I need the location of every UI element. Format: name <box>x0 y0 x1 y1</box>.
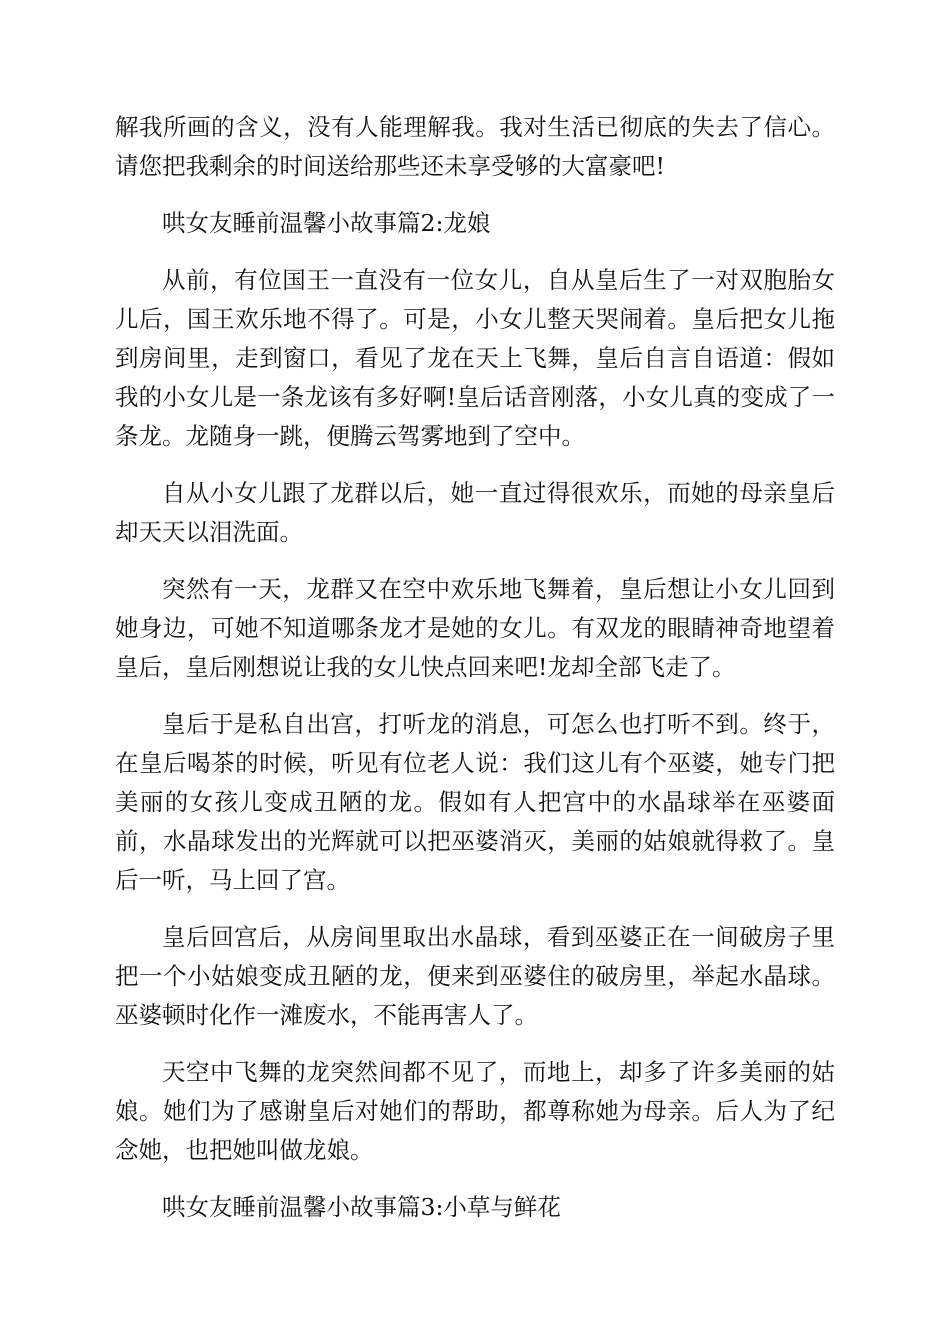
paragraph: 皇后于是私自出宫，打听龙的消息，可怎么也打听不到。终于，在皇后喝茶的时候，听见有位老人说：我们这儿有个巫婆，她专门把美丽的女孩儿变成丑陋的龙。假如有人把宫中的水晶球举在巫婆面前，水晶球发出的光辉就可以把巫婆消灭，美丽的姑娘就得救了。皇后一听，马上回了宫。 <box>115 710 835 894</box>
document-page <box>115 108 835 1245</box>
paragraph: 突然有一天，龙群又在空中欢乐地飞舞着，皇后想让小女儿回到她身边，可她不知道哪条龙才是她的女儿。有双龙的眼睛神奇地望着皇后，皇后刚想说让我的女儿快点回来吧!龙却全部飞走了。 <box>115 575 835 681</box>
paragraph-continued: 解我所画的含义，没有人能理解我。我对生活已彻底的失去了信心。请您把我剩余的时间送给那些还未享受够的大富豪吧! <box>115 113 835 180</box>
paragraph: 皇后回宫后，从房间里取出水晶球，看到巫婆正在一间破房子里把一个小姑娘变成丑陋的龙，便来到巫婆住的破房里，举起水晶球。巫婆顿时化作一滩废水，不能再害人了。 <box>115 923 835 1029</box>
paragraph: 天空中飞舞的龙突然间都不见了，而地上，却多了许多美丽的姑娘。她们为了感谢皇后对她们的帮助，都尊称她为母亲。后人为了纪念她，也把她叫做龙娘。 <box>115 1058 835 1164</box>
paragraph: 自从小女儿跟了龙群以后，她一直过得很欢乐，而她的母亲皇后却天天以泪洗面。 <box>115 479 835 546</box>
story-heading: 哄女友睡前温馨小故事篇3:小草与鲜花 <box>162 1193 561 1221</box>
paragraph: 从前，有位国王一直没有一位女儿，自从皇后生了一对双胞胎女儿后，国王欢乐地不得了。可是，小女儿整天哭闹着。皇后把女儿拖到房间里，走到窗口，看见了龙在天上飞舞，皇后自言自语道：假如我的小女儿是一条龙该有多好啊!皇后话音刚落，小女儿真的变成了一条龙。龙随身一跳，便腾云驾雾地到了空中。 <box>115 266 835 450</box>
story-heading: 哄女友睡前温馨小故事篇2:龙娘 <box>162 209 491 237</box>
